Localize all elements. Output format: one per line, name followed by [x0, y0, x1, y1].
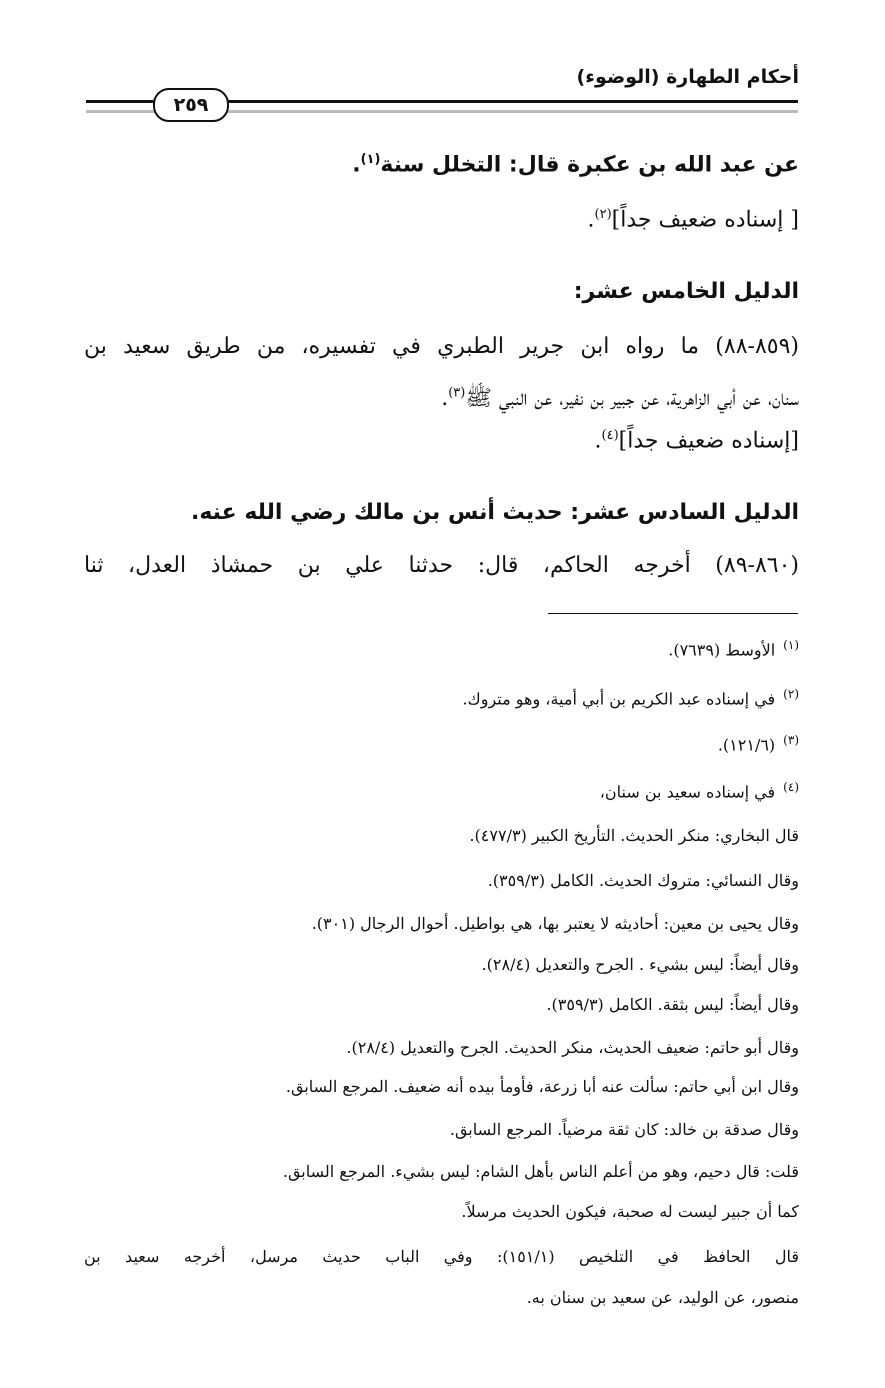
footnote-2-text: في إسناده عبد الكريم بن أبي أمية، وهو متروك.	[462, 689, 776, 709]
footnote-4-line: قال الحافظ في التلخيص (١٥١/١): وفي الباب حديث مرسل، أخرجه سعيد بن	[84, 1247, 800, 1266]
footnote-4-line: وقال النسائي: متروك الحديث. الكامل (٣٥٩/٣).	[487, 871, 799, 890]
footnote-4-text: في إسناده سعيد بن سنان،	[599, 782, 776, 802]
footnote-ref-4[interactable]: (٤)	[601, 428, 619, 443]
body-line-2-text: [ إسناده ضعيف جداً]	[611, 207, 799, 233]
footnote-4-line: وقال أيضاً: ليس بثقة. الكامل (٣٥٩/٣).	[546, 995, 799, 1014]
footnote-4-line: قال البخاري: منكر الحديث. التأريخ الكبير (٤٧٧/٣).	[469, 826, 799, 845]
footnote-1-text: الأوسط (٧٦٣٩).	[668, 640, 776, 660]
footnote-3	[718, 733, 799, 754]
body-line-4	[441, 384, 799, 416]
footnote-ref-3[interactable]: (٣)	[448, 385, 466, 401]
footnote-4-line: كما أن جبير ليست له صحبة، فيكون الحديث مرسلاً.	[461, 1202, 799, 1221]
footnote-4-number: (٤)	[783, 780, 799, 794]
heading-evidence-15: الدليل الخامس عشر:	[573, 279, 799, 304]
body-line-2-end: .	[587, 207, 595, 233]
footnote-3-text: (١٢١/٦).	[717, 735, 776, 755]
body-line-2	[588, 207, 799, 232]
footnote-4-line: وقال صدقة بن خالد: كان ثقة مرضياً. المرجع السابق.	[449, 1120, 799, 1139]
body-line-1-text: عن عبد الله بن عكبرة قال: التخلل سنة	[380, 152, 799, 178]
body-line-4-text: سنان، عن أبي الزاهرية، عن جبير بن نفير، عن النبي ﷺ	[465, 386, 799, 411]
footnote-4-line: وقال يحيى بن معين: أحاديثه لا يعتبر بها، هي بواطيل. أحوال الرجال (٣٠١).	[311, 914, 799, 933]
footnote-4-line: وقال ابن أبي حاتم: سألت عنه أبا زرعة، فأومأ بيده أنه ضعيف. المرجع السابق.	[285, 1077, 799, 1096]
footnote-4	[600, 780, 799, 801]
heading-evidence-16: الدليل السادس عشر: حديث أنس بن مالك رضي الله عنه.	[190, 500, 799, 525]
footnote-2-number: (٢)	[783, 687, 799, 701]
body-line-4-end: .	[441, 386, 449, 411]
footnote-1	[668, 638, 799, 659]
body-line-6: (٨٦٠-٨٩) أخرجه الحاكم، قال: حدثنا علي بن حمشاذ العدل، ثنا	[84, 553, 799, 578]
page-number: ٢٥٩	[153, 88, 229, 122]
body-line-5-text: [إسناده ضعيف جداً]	[618, 428, 799, 454]
footnote-separator	[548, 613, 798, 614]
footnote-ref-1[interactable]: (١)	[360, 152, 381, 167]
footnote-3-number: (٣)	[783, 733, 799, 747]
body-line-5	[595, 428, 799, 453]
footnote-4-line: وقال أيضاً: ليس بشيء . الجرح والتعديل (٢٨/٤).	[481, 955, 799, 974]
body-line-3: (٨٥٩-٨٨) ما رواه ابن جرير الطبري في تفسيره، من طريق سعيد بن	[84, 334, 799, 359]
footnote-1-number: (١)	[783, 638, 799, 652]
body-line-5-end: .	[594, 428, 602, 454]
body-line-1	[352, 152, 799, 177]
footnote-4-line: منصور، عن الوليد، عن سعيد بن سنان به.	[526, 1288, 799, 1307]
body-line-1-end: .	[352, 152, 361, 178]
footnote-2	[462, 687, 799, 708]
footnote-4-line: قلت: قال دحيم، وهو من أعلم الناس بأهل الشام: ليس بشيء. المرجع السابق.	[282, 1162, 799, 1181]
footnote-ref-2[interactable]: (٢)	[594, 207, 612, 222]
running-header-title: أحكام الطهارة (الوضوء)	[576, 66, 799, 88]
footnote-4-line: وقال أبو حاتم: ضعيف الحديث، منكر الحديث. الجرح والتعديل (٢٨/٤).	[346, 1038, 799, 1057]
